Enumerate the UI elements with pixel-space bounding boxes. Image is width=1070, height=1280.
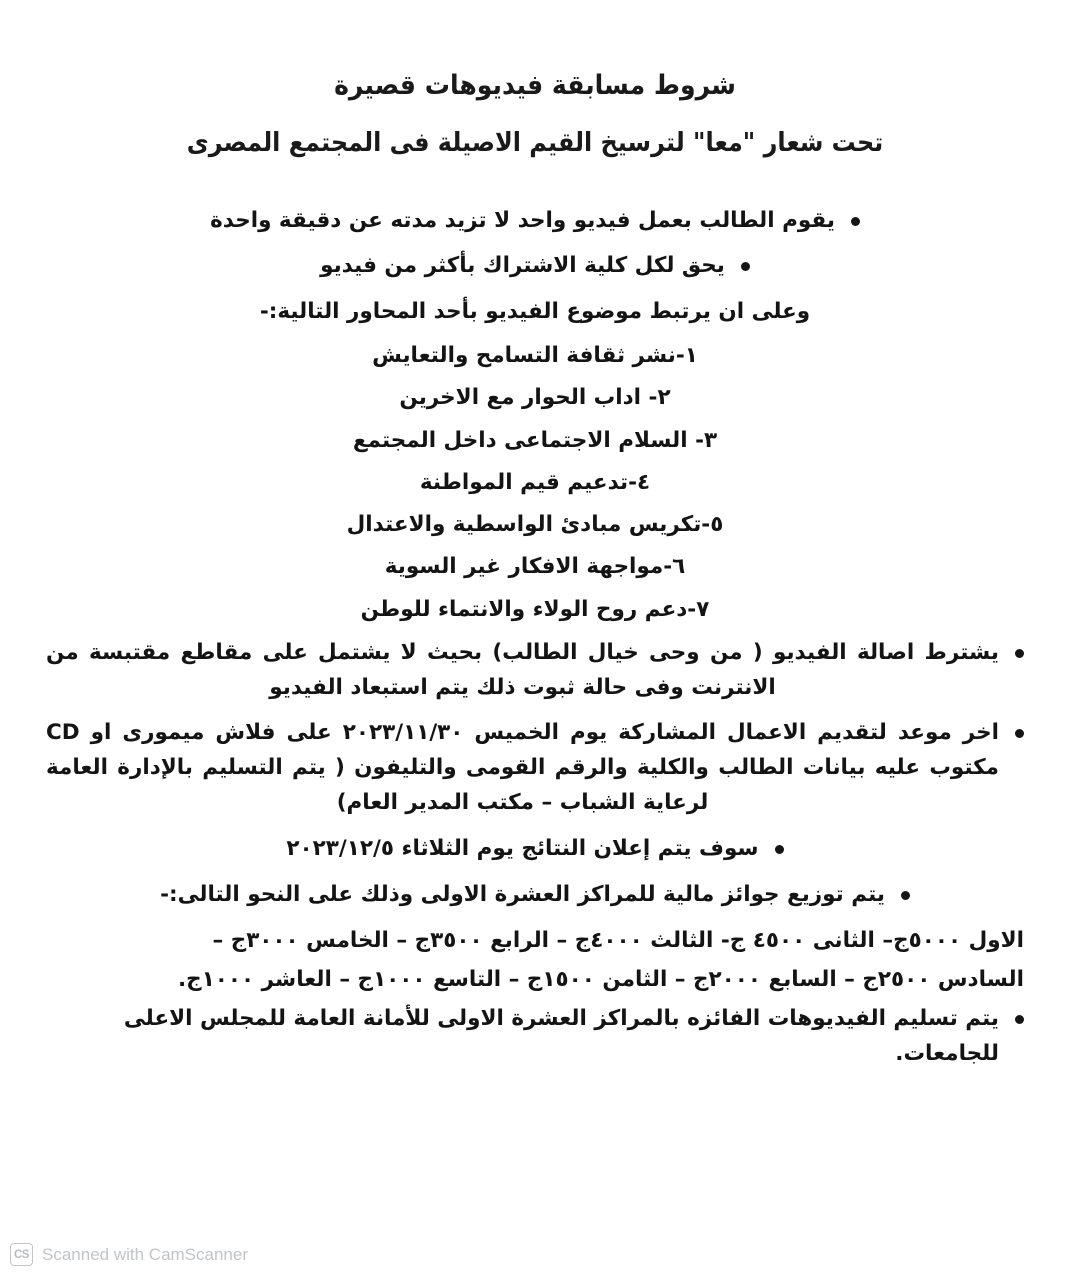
bullet-dot-icon — [775, 845, 784, 854]
list-item-text: يقوم الطالب بعمل فيديو واحد لا تزيد مدته عن دقيقة واحدة — [210, 207, 835, 233]
axes-list-item: ٧-دعم روح الولاء والانتماء للوطن — [360, 596, 710, 622]
list-item — [46, 878, 1024, 913]
page-title: شروط مسابقة فيديوهات قصيرة — [334, 70, 736, 101]
prize-line-last-five: السادس ٢٥٠٠ج – السابع ٢٠٠٠ج – الثامن ١٥٠٠ج – التاسع ١٠٠٠ج – العاشر ١٠٠٠ج. — [178, 966, 1024, 992]
list-item — [46, 716, 1024, 820]
axes-list — [46, 340, 1024, 626]
axes-intro-text: وعلى ان يرتبط موضوع الفيديو بأحد المحاور التالية:- — [259, 299, 811, 325]
list-item-text: يشترط اصالة الفيديو ( من وحى خيال الطالب) بحيث لا يشتمل على مقاطع مقتبسة من الانترنت وفى حالة ثبوت ذلك يتم استبعاد الفيديو — [46, 639, 999, 700]
list-item — [46, 832, 1024, 867]
axes-list-item: ٤-تدعيم قيم المواطنة — [419, 469, 651, 495]
list-item-text: اخر موعد لتقديم الاعمال المشاركة يوم الخميس ٢٠٢٣/١١/٣٠ على فلاش ميمورى او CD مكتوب عليه بيانات الطالب والكلية والرقم القومى والتليفون ( يتم التسليم بالإدارة العامة لرعاية الشباب – مكتب المدير العام) — [46, 720, 999, 816]
list-item-text: يتم تسليم الفيديوهات الفائزه بالمراكز العشرة الاولى للأمانة العامة للمجلس الاعلى للجامعات. — [123, 1006, 999, 1067]
list-item — [46, 204, 1024, 239]
list-item-text: يحق لكل كلية الاشتراك بأكثر من فيديو — [320, 253, 725, 279]
prize-amounts — [46, 924, 1024, 997]
page-subtitle: تحت شعار "معا" لترسيخ القيم الاصيلة فى المجتمع المصرى — [186, 128, 884, 159]
document-body — [0, 204, 1070, 1072]
bullet-dot-icon — [1015, 1015, 1024, 1024]
bullet-dot-icon — [1015, 649, 1024, 658]
axes-list-item: ٥-تكريس مبادئ الواسطية والاعتدال — [346, 512, 724, 538]
axes-list-item: ٦-مواجهة الافكار غير السوية — [384, 554, 686, 580]
list-item — [46, 1002, 1024, 1072]
camscanner-logo-icon: CS — [10, 1243, 33, 1266]
document-header — [0, 0, 1070, 162]
prize-line-first-five: الاول ٥٠٠٠ج– الثانى ٤٥٠٠ ج- الثالث ٤٠٠٠ج – الرابع ٣٥٠٠ج – الخامس ٣٠٠٠ج – — [212, 927, 1024, 953]
axes-list-item: ١-نشر ثقافة التسامح والتعايش — [372, 343, 698, 369]
bullet-dot-icon — [901, 891, 910, 900]
list-item — [46, 636, 1024, 706]
axes-list-item: ٣- السلام الاجتماعى داخل المجتمع — [352, 427, 718, 453]
list-item-text: يتم توزيع جوائز مالية للمراكز العشرة الاولى وذلك على النحو التالى:- — [160, 881, 885, 907]
bullet-dot-icon — [851, 217, 860, 226]
bullet-dot-icon — [1015, 729, 1024, 738]
camscanner-watermark — [10, 1243, 248, 1266]
camscanner-watermark-text: Scanned with CamScanner — [42, 1244, 249, 1264]
bullet-dot-icon — [741, 262, 750, 271]
axes-list-item: ٢- اداب الحوار مع الاخرين — [399, 385, 671, 411]
list-item — [46, 249, 1024, 284]
list-item-text: سوف يتم إعلان النتائج يوم الثلاثاء ٢٠٢٣/١٢/٥ — [286, 835, 759, 861]
